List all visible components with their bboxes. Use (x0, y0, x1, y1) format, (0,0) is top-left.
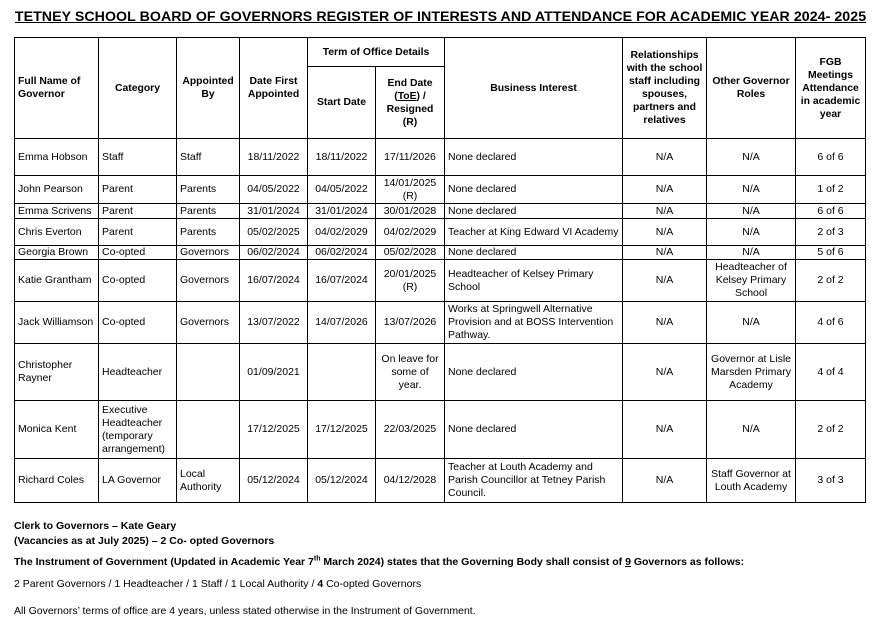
clerk-line: Clerk to Governors – Kate Geary (14, 520, 177, 532)
relationships-cell: N/A (623, 176, 707, 204)
attendance-cell: 4 of 6 (796, 302, 866, 344)
name-cell: Emma Scrivens (15, 204, 99, 219)
relationships-cell: N/A (623, 246, 707, 260)
other-roles-cell: N/A (707, 302, 796, 344)
business-interest-cell: None declared (445, 344, 623, 401)
relationships-cell: N/A (623, 401, 707, 459)
table-row (15, 176, 866, 204)
date-first-cell: 05/02/2025 (240, 219, 308, 246)
category-cell: Headteacher (99, 344, 177, 401)
date-first-cell: 13/07/2022 (240, 302, 308, 344)
other-roles-cell: Governor at Lisle Marsden Primary Academy (707, 344, 796, 401)
end-date-cell: 13/07/2026 (376, 302, 445, 344)
category-cell: Parent (99, 204, 177, 219)
name-cell: Georgia Brown (15, 246, 99, 260)
header-business-interest: Business Interest (445, 38, 623, 139)
attendance-cell: 3 of 3 (796, 459, 866, 503)
date-first-cell: 06/02/2024 (240, 246, 308, 260)
date-first-cell: 18/11/2022 (240, 139, 308, 176)
attendance-cell: 4 of 4 (796, 344, 866, 401)
other-roles-cell: N/A (707, 176, 796, 204)
start-date-cell: 17/12/2025 (308, 401, 376, 459)
start-date-cell: 04/02/2029 (308, 219, 376, 246)
table-row (15, 401, 866, 459)
other-roles-cell: Headteacher of Kelsey Primary School (707, 260, 796, 302)
other-roles-cell: N/A (707, 401, 796, 459)
start-date-cell: 06/02/2024 (308, 246, 376, 260)
end-date-cell: 14/01/2025 (R) (376, 176, 445, 204)
business-interest-cell: Teacher at King Edward VI Academy (445, 219, 623, 246)
name-cell: Richard Coles (15, 459, 99, 503)
header-category: Category (99, 38, 177, 139)
end-date-cell: 04/02/2029 (376, 219, 445, 246)
name-cell: Monica Kent (15, 401, 99, 459)
table-row (15, 459, 866, 503)
vacancies-line: (Vacancies as at July 2025) – 2 Co- opted Governors (14, 535, 275, 547)
appointed-by-cell: Parents (177, 204, 240, 219)
category-cell: Executive Headteacher (temporary arrangement) (99, 401, 177, 459)
attendance-cell: 2 of 2 (796, 401, 866, 459)
composition-line: 2 Parent Governors / 1 Headteacher / 1 Staff / 1 Local Authority / 4 Co-opted Governors (14, 578, 422, 590)
category-cell: Parent (99, 176, 177, 204)
other-roles-cell: N/A (707, 139, 796, 176)
other-roles-cell: N/A (707, 219, 796, 246)
appointed-by-cell: Staff (177, 139, 240, 176)
appointed-by-cell: Governors (177, 246, 240, 260)
appointed-by-cell (177, 344, 240, 401)
header-date-first-appointed: Date First Appointed (240, 38, 308, 139)
header-relationships: Relationships with the school staff including spouses, partners and relatives (623, 38, 707, 139)
table-row (15, 302, 866, 344)
relationships-cell: N/A (623, 302, 707, 344)
business-interest-cell: None declared (445, 139, 623, 176)
category-cell: Co-opted (99, 260, 177, 302)
other-roles-cell: N/A (707, 246, 796, 260)
relationships-cell: N/A (623, 219, 707, 246)
category-cell: Co-opted (99, 246, 177, 260)
header-other-roles: Other Governor Roles (707, 38, 796, 139)
date-first-cell: 04/05/2022 (240, 176, 308, 204)
attendance-cell: 6 of 6 (796, 204, 866, 219)
date-first-cell: 31/01/2024 (240, 204, 308, 219)
table-row (15, 219, 866, 246)
start-date-cell: 16/07/2024 (308, 260, 376, 302)
table-row (15, 139, 866, 176)
table-row (15, 246, 866, 260)
relationships-cell: N/A (623, 139, 707, 176)
header-start-date: Start Date (308, 67, 376, 139)
relationships-cell: N/A (623, 260, 707, 302)
header-appointed-by: Appointed By (177, 38, 240, 139)
attendance-cell: 5 of 6 (796, 246, 866, 260)
appointed-by-cell (177, 401, 240, 459)
start-date-cell: 18/11/2022 (308, 139, 376, 176)
start-date-cell: 04/05/2022 (308, 176, 376, 204)
start-date-cell (308, 344, 376, 401)
attendance-cell: 2 of 3 (796, 219, 866, 246)
table-row (15, 260, 866, 302)
register-table (14, 37, 866, 503)
business-interest-cell: None declared (445, 176, 623, 204)
start-date-cell: 14/07/2026 (308, 302, 376, 344)
business-interest-cell: Teacher at Louth Academy and Parish Councillor at Tetney Parish Council. (445, 459, 623, 503)
category-cell: Parent (99, 219, 177, 246)
relationships-cell: N/A (623, 204, 707, 219)
name-cell: Katie Grantham (15, 260, 99, 302)
business-interest-cell: None declared (445, 246, 623, 260)
table-row (15, 344, 866, 401)
end-date-cell: 20/01/2025 (R) (376, 260, 445, 302)
end-date-cell: 30/01/2028 (376, 204, 445, 219)
table-row (15, 204, 866, 219)
end-date-cell: 04/12/2028 (376, 459, 445, 503)
instrument-line: The Instrument of Government (Updated in Academic Year 7th March 2024) states that the Governing Body shall consist of 9 Governors as follows: (14, 555, 745, 568)
other-roles-cell: N/A (707, 204, 796, 219)
other-roles-cell: Staff Governor at Louth Academy (707, 459, 796, 503)
category-cell: Staff (99, 139, 177, 176)
appointed-by-cell: Parents (177, 219, 240, 246)
date-first-cell: 01/09/2021 (240, 344, 308, 401)
name-cell: Christopher Rayner (15, 344, 99, 401)
appointed-by-cell: Local Authority (177, 459, 240, 503)
business-interest-cell: Headteacher of Kelsey Primary School (445, 260, 623, 302)
terms-line: All Governors’ terms of office are 4 years, unless stated otherwise in the Instrument of Government. (14, 605, 476, 617)
start-date-cell: 05/12/2024 (308, 459, 376, 503)
start-date-cell: 31/01/2024 (308, 204, 376, 219)
end-date-cell: On leave for some of year. (376, 344, 445, 401)
page-title: TETNEY SCHOOL BOARD OF GOVERNORS REGISTER OF INTERESTS AND ATTENDANCE FOR ACADEMIC YEAR 2024- 2025 (14, 9, 867, 25)
name-cell: John Pearson (15, 176, 99, 204)
business-interest-cell: Works at Springwell Alternative Provision and at BOSS Intervention Pathway. (445, 302, 623, 344)
attendance-cell: 2 of 2 (796, 260, 866, 302)
date-first-cell: 05/12/2024 (240, 459, 308, 503)
business-interest-cell: None declared (445, 401, 623, 459)
date-first-cell: 16/07/2024 (240, 260, 308, 302)
name-cell: Chris Everton (15, 219, 99, 246)
name-cell: Emma Hobson (15, 139, 99, 176)
appointed-by-cell: Parents (177, 176, 240, 204)
header-end-date: End Date (ToE) / Resigned (R) (376, 67, 445, 139)
attendance-cell: 1 of 2 (796, 176, 866, 204)
end-date-cell: 17/11/2026 (376, 139, 445, 176)
appointed-by-cell: Governors (177, 260, 240, 302)
name-cell: Jack Williamson (15, 302, 99, 344)
date-first-cell: 17/12/2025 (240, 401, 308, 459)
header-term-of-office: Term of Office Details (308, 38, 445, 67)
category-cell: Co-opted (99, 302, 177, 344)
relationships-cell: N/A (623, 344, 707, 401)
header-full-name: Full Name of Governor (15, 38, 99, 139)
end-date-cell: 05/02/2028 (376, 246, 445, 260)
appointed-by-cell: Governors (177, 302, 240, 344)
business-interest-cell: None declared (445, 204, 623, 219)
end-date-cell: 22/03/2025 (376, 401, 445, 459)
relationships-cell: N/A (623, 459, 707, 503)
header-attendance: FGB Meetings Attendance in academic year (796, 38, 866, 139)
attendance-cell: 6 of 6 (796, 139, 866, 176)
category-cell: LA Governor (99, 459, 177, 503)
